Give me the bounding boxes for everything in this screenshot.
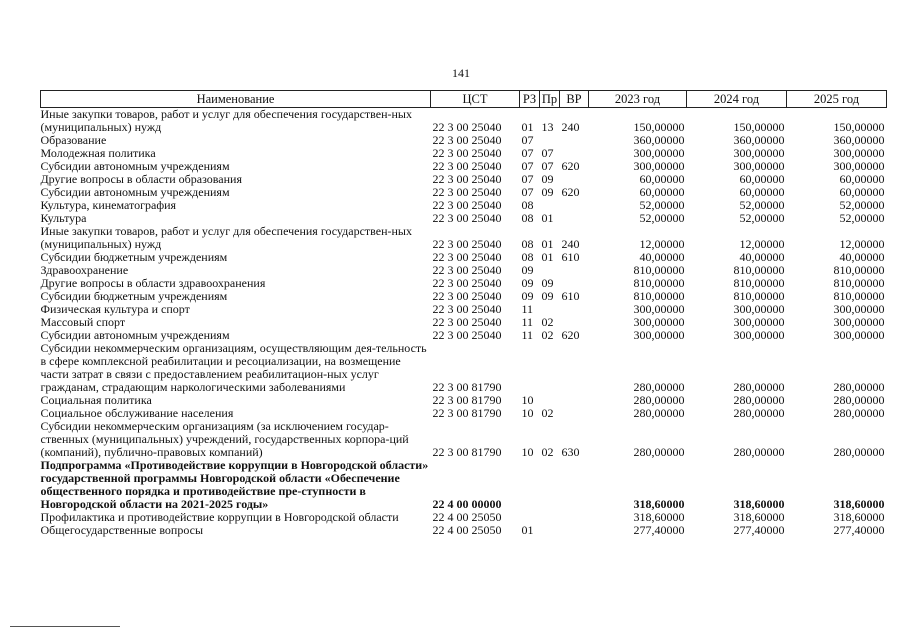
cell-y2023: 60,00000 — [639, 185, 685, 199]
cell-y2024: 60,00000 — [739, 172, 785, 186]
cell-pr: 02 — [541, 445, 554, 459]
cell-rz: 07 — [521, 133, 534, 147]
cell-y2024: 318,60000 — [733, 510, 785, 524]
cell-y2025: 300,00000 — [833, 328, 885, 342]
cell-y2025: 318,60000 — [833, 510, 885, 524]
cell-y2023: 280,00000 — [633, 445, 685, 459]
cell-y2023: 810,00000 — [633, 289, 685, 303]
cell-y2025: 280,00000 — [833, 380, 885, 394]
cell-cst: 22 3 00 81790 — [432, 445, 502, 459]
cell-cst: 22 3 00 25040 — [432, 133, 502, 147]
cell-y2023: 810,00000 — [633, 276, 685, 290]
cell-rz: 08 — [521, 237, 534, 251]
cell-rz: 10 — [521, 393, 534, 407]
cell-y2024: 40,00000 — [739, 250, 785, 264]
cell-y2023: 52,00000 — [639, 211, 685, 225]
cell-y2023: 300,00000 — [633, 302, 685, 316]
cell-y2024: 280,00000 — [733, 393, 785, 407]
cell-y2023: 300,00000 — [633, 328, 685, 342]
cell-vr: 620 — [561, 159, 580, 173]
cell-rz: 01 — [521, 120, 534, 134]
cell-y2025: 12,00000 — [839, 237, 885, 251]
cell-y2023: 300,00000 — [633, 159, 685, 173]
cell-name: Субсидии автономным учреждениям — [40, 185, 230, 199]
table-row — [41, 524, 887, 537]
cell-cst: 22 3 00 25040 — [432, 315, 502, 329]
cell-pr — [540, 342, 560, 394]
cell-vr — [560, 134, 589, 147]
cell-name: Здравоохранение — [40, 263, 129, 277]
cell-rz: 11 — [521, 302, 534, 316]
cell-pr — [540, 511, 560, 524]
cell-rz: 11 — [521, 328, 534, 342]
cell-y2023: 277,40000 — [633, 523, 685, 537]
cell-y2025: 150,00000 — [833, 120, 885, 134]
cell-y2025: 300,00000 — [833, 159, 885, 173]
cell-name: Подпрограмма «Противодействие коррупции в Новгородской области» государственной программы Новгородской области «Обеспечение общественного порядка и противодействие пре-ступности в Новгородской области на 2021-2025 годы» — [40, 458, 429, 511]
cell-name: Культура, кинематография — [40, 198, 177, 212]
cell-name: Иные закупки товаров, работ и услуг для обеспечения государствен-ных (муниципальных) нужд — [40, 224, 412, 251]
cell-y2024: 60,00000 — [739, 185, 785, 199]
cell-vr — [560, 459, 589, 511]
cell-cst: 22 3 00 81790 — [432, 406, 502, 420]
cell-y2023: 300,00000 — [633, 315, 685, 329]
cell-name: Культура — [40, 211, 87, 225]
table-header-row — [41, 91, 887, 108]
cell-y2025: 300,00000 — [833, 146, 885, 160]
cell-y2023: 40,00000 — [639, 250, 685, 264]
cell-y2025: 360,00000 — [833, 133, 885, 147]
cell-name: Молодежная политика — [40, 146, 156, 160]
cell-rz: 07 — [521, 146, 534, 160]
cell-name: Профилактика и противодействие коррупции в Новгородской области — [40, 510, 399, 524]
cell-vr: 610 — [561, 250, 580, 264]
cell-rz: 08 — [521, 198, 534, 212]
table-row — [41, 420, 887, 459]
cell-cst: 22 3 00 25040 — [432, 211, 502, 225]
cell-vr: 240 — [561, 237, 580, 251]
table-row — [41, 342, 887, 394]
cell-pr — [540, 459, 560, 511]
cell-cst: 22 4 00 25050 — [432, 523, 502, 537]
header-2023: 2023 год — [589, 91, 687, 108]
table-body — [41, 108, 887, 538]
header-rz: РЗ — [520, 91, 540, 108]
cell-y2024: 52,00000 — [739, 211, 785, 225]
cell-y2025: 318,60000 — [833, 497, 885, 511]
cell-y2025: 60,00000 — [839, 172, 885, 186]
cell-cst: 22 3 00 81790 — [432, 380, 502, 394]
cell-rz — [520, 342, 540, 394]
cell-pr: 02 — [541, 328, 554, 342]
cell-rz: 09 — [521, 289, 534, 303]
cell-name: Физическая культура и спорт — [40, 302, 190, 316]
cell-rz: 10 — [521, 406, 534, 420]
cell-pr — [540, 524, 560, 537]
cell-name: Субсидии некоммерческим организациям (за исключением государ-ственных (муниципальных) учреждений, государственных корпора-ций (компаний), публично-правовых компаний) — [40, 419, 409, 459]
cell-name: Общегосударственные вопросы — [40, 523, 204, 537]
cell-rz: 09 — [521, 263, 534, 277]
cell-y2023: 280,00000 — [633, 393, 685, 407]
cell-vr — [560, 407, 589, 420]
cell-cst: 22 3 00 25040 — [432, 146, 502, 160]
cell-cst: 22 3 00 25040 — [432, 276, 502, 290]
cell-y2024: 360,00000 — [733, 133, 785, 147]
cell-vr: 620 — [561, 328, 580, 342]
cell-y2024: 300,00000 — [733, 302, 785, 316]
cell-y2025: 300,00000 — [833, 302, 885, 316]
cell-y2023: 150,00000 — [633, 120, 685, 134]
cell-vr — [560, 303, 589, 316]
cell-vr — [560, 511, 589, 524]
cell-cst: 22 3 00 81790 — [432, 393, 502, 407]
cell-rz: 07 — [521, 185, 534, 199]
cell-y2025: 280,00000 — [833, 445, 885, 459]
cell-y2023: 60,00000 — [639, 172, 685, 186]
cell-name: Иные закупки товаров, работ и услуг для обеспечения государствен-ных (муниципальных) нужд — [40, 107, 412, 134]
cell-pr: 09 — [541, 172, 554, 186]
cell-vr — [560, 524, 589, 537]
cell-name: Социальная политика — [40, 393, 152, 407]
cell-vr — [560, 212, 589, 225]
cell-y2025: 52,00000 — [839, 211, 885, 225]
cell-y2024: 277,40000 — [733, 523, 785, 537]
cell-pr: 07 — [541, 146, 554, 160]
cell-y2025: 60,00000 — [839, 185, 885, 199]
cell-y2023: 280,00000 — [633, 406, 685, 420]
cell-cst: 22 3 00 25040 — [432, 159, 502, 173]
header-vr: ВР — [560, 91, 589, 108]
cell-cst: 22 4 00 00000 — [432, 497, 502, 511]
cell-y2025: 810,00000 — [833, 276, 885, 290]
cell-y2024: 52,00000 — [739, 198, 785, 212]
cell-name: Другие вопросы в области образования — [40, 172, 242, 186]
table-row — [41, 108, 887, 135]
cell-pr: 01 — [541, 250, 554, 264]
cell-pr: 01 — [541, 237, 554, 251]
cell-rz: 07 — [521, 159, 534, 173]
cell-y2023: 300,00000 — [633, 146, 685, 160]
cell-y2024: 280,00000 — [733, 445, 785, 459]
cell-pr: 09 — [541, 276, 554, 290]
footnote-rule — [10, 626, 120, 627]
cell-name: Субсидии автономным учреждениям — [40, 159, 230, 173]
cell-cst: 22 3 00 25040 — [432, 172, 502, 186]
cell-y2023: 12,00000 — [639, 237, 685, 251]
cell-y2024: 12,00000 — [739, 237, 785, 251]
cell-y2025: 280,00000 — [833, 406, 885, 420]
cell-cst: 22 3 00 25040 — [432, 302, 502, 316]
cell-y2025: 280,00000 — [833, 393, 885, 407]
header-2025: 2025 год — [787, 91, 887, 108]
cell-y2024: 318,60000 — [733, 497, 785, 511]
cell-y2025: 810,00000 — [833, 263, 885, 277]
cell-y2024: 810,00000 — [733, 289, 785, 303]
cell-y2024: 810,00000 — [733, 263, 785, 277]
cell-cst: 22 3 00 25040 — [432, 250, 502, 264]
cell-name: Массовый спорт — [40, 315, 126, 329]
cell-y2023: 360,00000 — [633, 133, 685, 147]
cell-rz: 08 — [521, 211, 534, 225]
cell-pr: 13 — [541, 120, 554, 134]
cell-pr: 02 — [541, 315, 554, 329]
cell-y2024: 300,00000 — [733, 159, 785, 173]
cell-y2025: 277,40000 — [833, 523, 885, 537]
cell-y2024: 300,00000 — [733, 328, 785, 342]
cell-y2023: 810,00000 — [633, 263, 685, 277]
cell-name: Другие вопросы в области здравоохранения — [40, 276, 266, 290]
cell-rz — [520, 459, 540, 511]
page-number: 141 — [452, 66, 470, 80]
cell-pr: 09 — [541, 185, 554, 199]
cell-cst: 22 3 00 25040 — [432, 328, 502, 342]
cell-pr: 07 — [541, 159, 554, 173]
cell-vr: 610 — [561, 289, 580, 303]
cell-cst: 22 3 00 25040 — [432, 289, 502, 303]
cell-name: Образование — [40, 133, 107, 147]
table-row — [41, 225, 887, 251]
cell-cst: 22 3 00 25040 — [432, 120, 502, 134]
cell-y2023: 318,60000 — [633, 510, 685, 524]
cell-name: Субсидии бюджетным учреждениям — [40, 250, 228, 264]
cell-vr — [560, 342, 589, 394]
cell-vr: 620 — [561, 185, 580, 199]
cell-name: Субсидии некоммерческим организациям, осуществляющим дея-тельность в сфере комплексной реабилитации и ресоциализации, на возмещение части затрат в связи с предоставлением реабилитацион-ных услуг гражданам, страдающим наркологическими заболеваниями — [40, 341, 427, 394]
cell-rz: 10 — [521, 445, 534, 459]
cell-name: Социальное обслуживание населения — [40, 406, 234, 420]
cell-y2024: 280,00000 — [733, 406, 785, 420]
cell-cst: 22 3 00 25040 — [432, 237, 502, 251]
cell-vr: 630 — [561, 445, 580, 459]
cell-rz: 07 — [521, 172, 534, 186]
cell-y2024: 150,00000 — [733, 120, 785, 134]
cell-y2025: 810,00000 — [833, 289, 885, 303]
cell-y2024: 810,00000 — [733, 276, 785, 290]
header-cst: ЦСТ — [431, 91, 520, 108]
cell-pr: 09 — [541, 289, 554, 303]
header-2024: 2024 год — [687, 91, 787, 108]
budget-table — [40, 90, 887, 537]
cell-name: Субсидии бюджетным учреждениям — [40, 289, 228, 303]
cell-rz: 11 — [521, 315, 534, 329]
cell-y2024: 280,00000 — [733, 380, 785, 394]
cell-cst: 22 3 00 25040 — [432, 198, 502, 212]
cell-y2023: 52,00000 — [639, 198, 685, 212]
table-row — [41, 459, 887, 511]
cell-y2023: 280,00000 — [633, 380, 685, 394]
cell-pr: 02 — [541, 406, 554, 420]
cell-cst: 22 4 00 25050 — [432, 510, 502, 524]
cell-pr: 01 — [541, 211, 554, 225]
cell-y2025: 300,00000 — [833, 315, 885, 329]
cell-vr: 240 — [561, 120, 580, 134]
cell-vr — [560, 264, 589, 277]
cell-rz: 01 — [521, 523, 534, 537]
cell-vr — [560, 394, 589, 407]
cell-rz: 08 — [521, 250, 534, 264]
cell-vr — [560, 199, 589, 212]
cell-y2025: 40,00000 — [839, 250, 885, 264]
cell-cst: 22 3 00 25040 — [432, 263, 502, 277]
cell-y2023: 318,60000 — [633, 497, 685, 511]
cell-name: Субсидии автономным учреждениям — [40, 328, 230, 342]
cell-y2025: 52,00000 — [839, 198, 885, 212]
header-name: Наименование — [41, 91, 431, 108]
header-pr: Пр — [540, 91, 560, 108]
cell-y2024: 300,00000 — [733, 146, 785, 160]
cell-rz: 09 — [521, 276, 534, 290]
cell-y2024: 300,00000 — [733, 315, 785, 329]
cell-cst: 22 3 00 25040 — [432, 185, 502, 199]
